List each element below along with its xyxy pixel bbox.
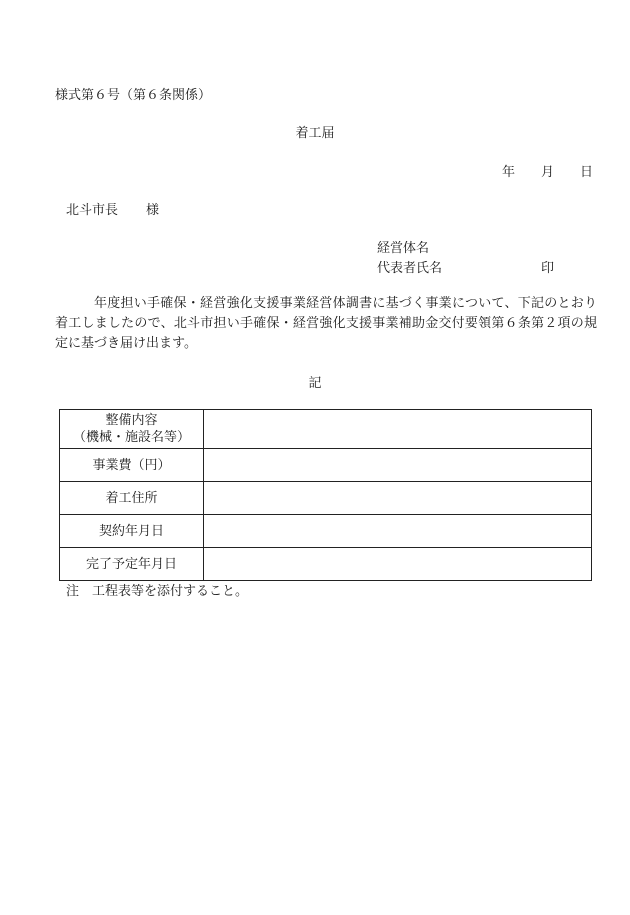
row-value-address[interactable] [204,482,592,515]
note: 注 工程表等を添付すること。 [66,584,249,599]
representative-name-label: 代表者氏名 [377,261,443,276]
row-label-equipment [60,410,204,449]
row-label-line: （機械・施設名等） [72,430,190,445]
table-row [60,515,592,548]
date-day-label: 日 [579,165,593,180]
table-row [60,482,592,515]
addressee [66,199,159,218]
form-number: 様式第６号（第６条関係） [55,88,212,103]
date-month-label: 月 [540,165,554,180]
document-title: 着工届 [295,126,335,141]
ki-heading: 記 [308,376,322,391]
body-paragraph: 年度担い手確保・経営強化支援事業経営体調書に基づく事業について、下記のとおり着工しましたので、北斗市担い手確保・経営強化支援事業補助金交付要領第６条第２項の規定に基づき届け出ます。 [55,296,597,351]
date-line [502,161,593,180]
row-label-address: 着工住所 [60,482,204,515]
addressee-name: 北斗市長 [66,203,119,218]
table-row [60,410,592,449]
table-row [60,548,592,581]
row-value-equipment[interactable] [204,410,592,449]
table-row [60,449,592,482]
row-value-cost[interactable] [204,449,592,482]
row-label-cost: 事業費（円） [60,449,204,482]
row-label-line: 整備内容 [105,413,158,428]
seal-label: 印 [541,261,555,276]
addressee-honorific: 様 [146,203,160,218]
row-value-completion-date[interactable] [204,548,592,581]
row-label-contract-date: 契約年月日 [60,515,204,548]
detail-table [59,409,592,581]
org-name-label: 経営体名 [377,241,430,256]
row-label-completion-date: 完了予定年月日 [60,548,204,581]
date-year-label: 年 [501,165,515,180]
row-value-contract-date[interactable] [204,515,592,548]
